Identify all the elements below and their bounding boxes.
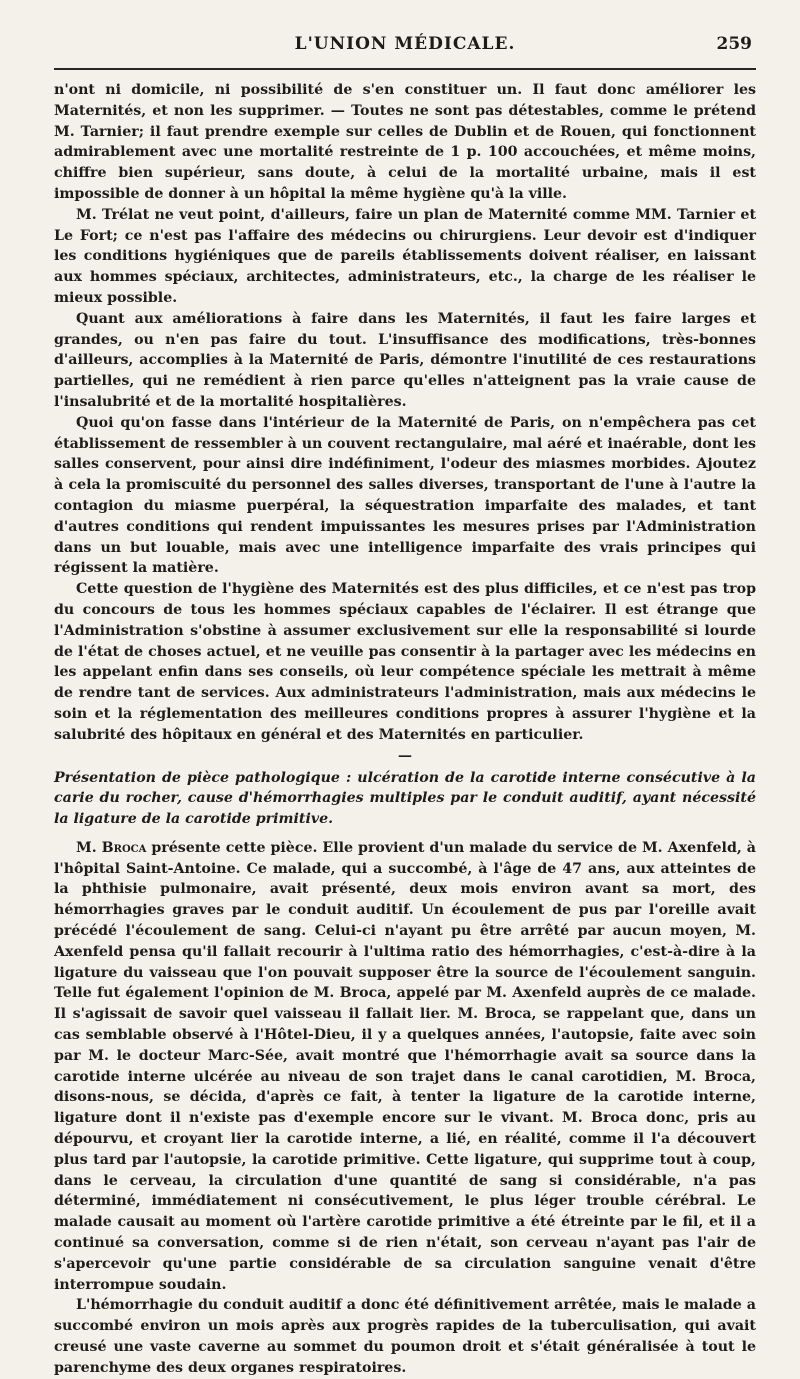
broca-name: Broca — [101, 839, 147, 856]
header-rule — [54, 68, 756, 70]
running-head — [54, 30, 756, 60]
page-number: 259 — [716, 34, 752, 54]
paragraph-3: Quant aux améliorations à faire dans les Maternités, il faut les faire larges et grandes, ou n'en pas faire du tout. L'insuffisance des modifications, très-bonnes d'ailleurs, accomplies à la Maternité de Paris, démontre l'inutilité de ces restaurations partielles, qui ne remédient à rien parce qu'elles n'atteignent pas la vraie cause de l'insalubrité et de la mortalité hospitalières. — [54, 310, 756, 410]
article-body — [54, 80, 756, 1379]
section-gap — [54, 830, 756, 838]
section-title: Présentation de pièce pathologique : ulcération de la carotide interne consécutive à la carie du rocher, cause d'hémorrhagies multiples par le conduit auditif, ayant nécessité la ligature de la carotide primitive. — [54, 769, 756, 828]
hemorrhage-paragraph: L'hémorrhagie du conduit auditif a donc été définitivement arrêtée, mais le malade a succombé environ un mois après aux progrès rapides de la tuberculisation, qui avait creusé une vaste caverne au sommet du poumon droit et s'était généralisée à tout le parenchyme des deux organes respiratoires. — [54, 1297, 756, 1376]
paragraph-4: Quoi qu'on fasse dans l'intérieur de la Maternité de Paris, on n'empêchera pas cet établissement de ressembler à un couvent rectangulaire, mal aéré et inaérable, dont les salles conservent, pour ainsi dire indéfiniment, l'odeur des miasmes morbides. Ajoutez à cela la promiscuité du personnel des salles diverses, transportant de l'une à l'autre la contagion du miasme puerpéral, la séquestration imparfaite des malades, et tant d'autres conditions qui rendent impuissantes les mesures prises par l'Administration dans un but louable, mais avec une intelligence imparfaite des vrais principes qui régissent la matière. — [54, 414, 756, 577]
paragraph-5: Cette question de l'hygiène des Maternités est des plus difficiles, et ce n'est pas trop du concours de tous les hommes spéciaux capables de l'éclairer. Il est étrange que l'Administration s'obstine à assumer exclusivement sur elle la responsabilité si lourde de l'état de choses actuel, et ne veuille pas consentir à la partager avec les médecins en les appelant enfin dans ses conseils, où leur compétence spéciale les mettrait à même de rendre tant de services. Aux administrateurs l'administration, mais aux médecins le soin et la réglementation des meilleures conditions propres à assurer l'hygiène et la salubrité des hôpitaux en général et des Maternités en particulier. — [54, 581, 756, 743]
paragraph-2: M. Trélat ne veut point, d'ailleurs, faire un plan de Maternité comme MM. Tarnier et Le Fort; ce n'est pas l'affaire des médecins ou chirurgiens. Leur devoir est d'indiquer les conditions hygiéniques que de pareils établissements doivent réaliser, en laissant aux hommes spéciaux, architectes, administrateurs, etc., la charge de les réaliser le mieux possible. — [54, 206, 756, 306]
broca-paragraph — [54, 838, 756, 1296]
broca-prefix: M. — [76, 839, 102, 856]
running-title: L'UNION MÉDICALE. — [294, 34, 516, 54]
paragraph-1: n'ont ni domicile, ni possibilité de s'en constituer un. Il faut donc améliorer les Maternités, et non les supprimer. — Toutes ne sont pas détestables, comme le prétend M. Tarnier; il faut prendre exemple sur celles de Dublin et de Rouen, qui fonctionnent admirablement avec une mortalité restreinte de 1 p. 100 accouchées, et même moins, chiffre bien supérieur, sans doute, à celui de la mortalité urbaine, mais il est impossible de donner à un hôpital la même hygiène qu'à la ville. — [54, 82, 756, 202]
section-separator: — — [398, 747, 412, 764]
broca-text: présente cette pièce. Elle provient d'un malade du service de M. Axenfeld, à l'hôpital Saint-Antoine. Ce malade, qui a succombé, à l'âge de 47 ans, aux atteintes de la phthisie pulmonaire, avait présenté, deux mois environ avant sa mort, des hémorrhagies graves par le conduit auditif. Un écoulement de pus par l'oreille avait précédé l'écoulement de sang. Celui-ci n'ayant pu être arrêté par aucun moyen, M. Axenfeld pensa qu'il fallait recourir à l'ultima ratio des hémorrhagies, c'est-à-dire à la ligature du vaisseau que l'on pouvait supposer être la source de l'écoulement sanguin. Telle fut également l'opinion de M. Broca, appelé par M. Axenfeld auprès de ce malade. Il s'agissait de savoir quel vaisseau il fallait lier. M. Broca, se rappelant que, dans un cas semblable observé à l'Hôtel-Dieu, il y a quelques années, l'autopsie, faite avec soin par M. le docteur Marc-Sée, avait montré que l'hémorrhagie avait sa source dans la carotide interne ulcérée au niveau de son trajet dans le canal carotidien, M. Broca, disons-nous, se décida, d'après ce fait, à tenter la ligature de la carotide interne, ligature dont il n'existe pas d'exemple encore sur le vivant. M. Broca donc, pris au dépourvu, et croyant lier la carotide interne, a lié, en réalité, comme il l'a découvert plus tard par l'autopsie, la carotide primitive. Cette ligature, qui supprime tout à coup, dans le cerveau, la circulation d'une quantité de sang si considérable, n'a pas déterminé, immédiatement ni consécutivement, le plus léger trouble cérébral. Le malade causait au moment où l'artère carotide primitive a été étreinte par le fil, et il a continué sa conversation, comme si de rien n'était, son cerveau n'ayant pas l'air de s'apercevoir qu'une partie considérable de sa circulation sanguine venait d'être interrompue soudain. — [54, 839, 756, 1293]
